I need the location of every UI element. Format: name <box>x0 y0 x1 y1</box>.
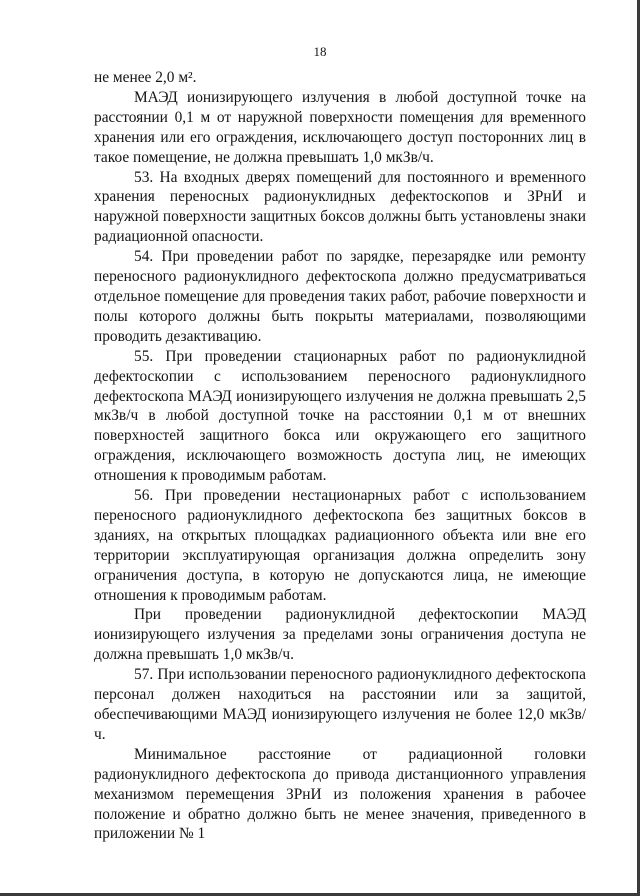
paragraph-maed-zone: При проведении радионуклидной дефектоскопии МАЭД ионизирующего излучения за пределами зоны ограничения доступа не должна превышать 1,0 мкЗв/ч. <box>94 606 586 664</box>
paragraph-continuation: не менее 2,0 м². <box>94 69 197 86</box>
paragraph-maed-storage: МАЭД ионизирующего излучения в любой доступной точке на расстоянии 0,1 м от наружной поверхности помещения для временного хранения или его ограждения, исключающего доступ посторонних лиц в такое помещение, не должна превышать 1,0 мкЗв/ч. <box>94 88 586 166</box>
paragraph-53: 53. На входных дверях помещений для постоянного и временного хранения переносных радионуклидных дефектоскопов и ЗРнИ и наружной поверхности защитных боксов должны быть установлены знаки радиационной опасности. <box>94 168 586 246</box>
paragraph-57: 57. При использовании переносного радионуклидного дефектоскопа персонал должен находиться на расстоянии или за защитой, обеспечивающими МАЭД ионизирующего излучения не более 12,0 мкЗв/ч. <box>94 666 586 743</box>
paragraph-56: 56. При проведении нестационарных работ с использованием переносного радионуклидного дефектоскопа без защитных боксов в зданиях, на открытых площадках радиационного объекта или вне его территории эксплуатирующая организация должна определить зону ограничения доступа, в которую не допускаются лица, не имеющие отношения к проводимым работам. <box>94 487 586 604</box>
paragraph-54: 54. При проведении работ по зарядке, перезарядке или ремонту переносного радионуклидного дефектоскопа должно предусматриваться отдельное помещение для проведения таких работ, рабочие поверхности и полы которого должны быть покрыты материалами, позволяющими проводить дезактивацию. <box>94 248 586 345</box>
document-body <box>94 68 586 844</box>
paragraph-min-distance: Минимальное расстояние от радиационной головки радионуклидного дефектоскопа до привода дистанционного управления механизмом перемещения ЗРнИ из положения хранения в рабочее положение и обратно должно быть не менее значения, приведенного в приложении № 1 <box>94 745 586 843</box>
paragraph-55: 55. При проведении стационарных работ по радионуклидной дефектоскопии с использованием переносного радионуклидного дефектоскопа МАЭД ионизирующего излучения не должна превышать 2,5 мкЗв/ч в любой доступной точке на расстоянии 0,1 м от внешних поверхностей защитного бокса или окружающего его защитного ограждения, исключающего возможность доступа лиц, не имеющих отношения к проводимым работам. <box>94 347 586 485</box>
page-number: 18 <box>313 44 327 59</box>
